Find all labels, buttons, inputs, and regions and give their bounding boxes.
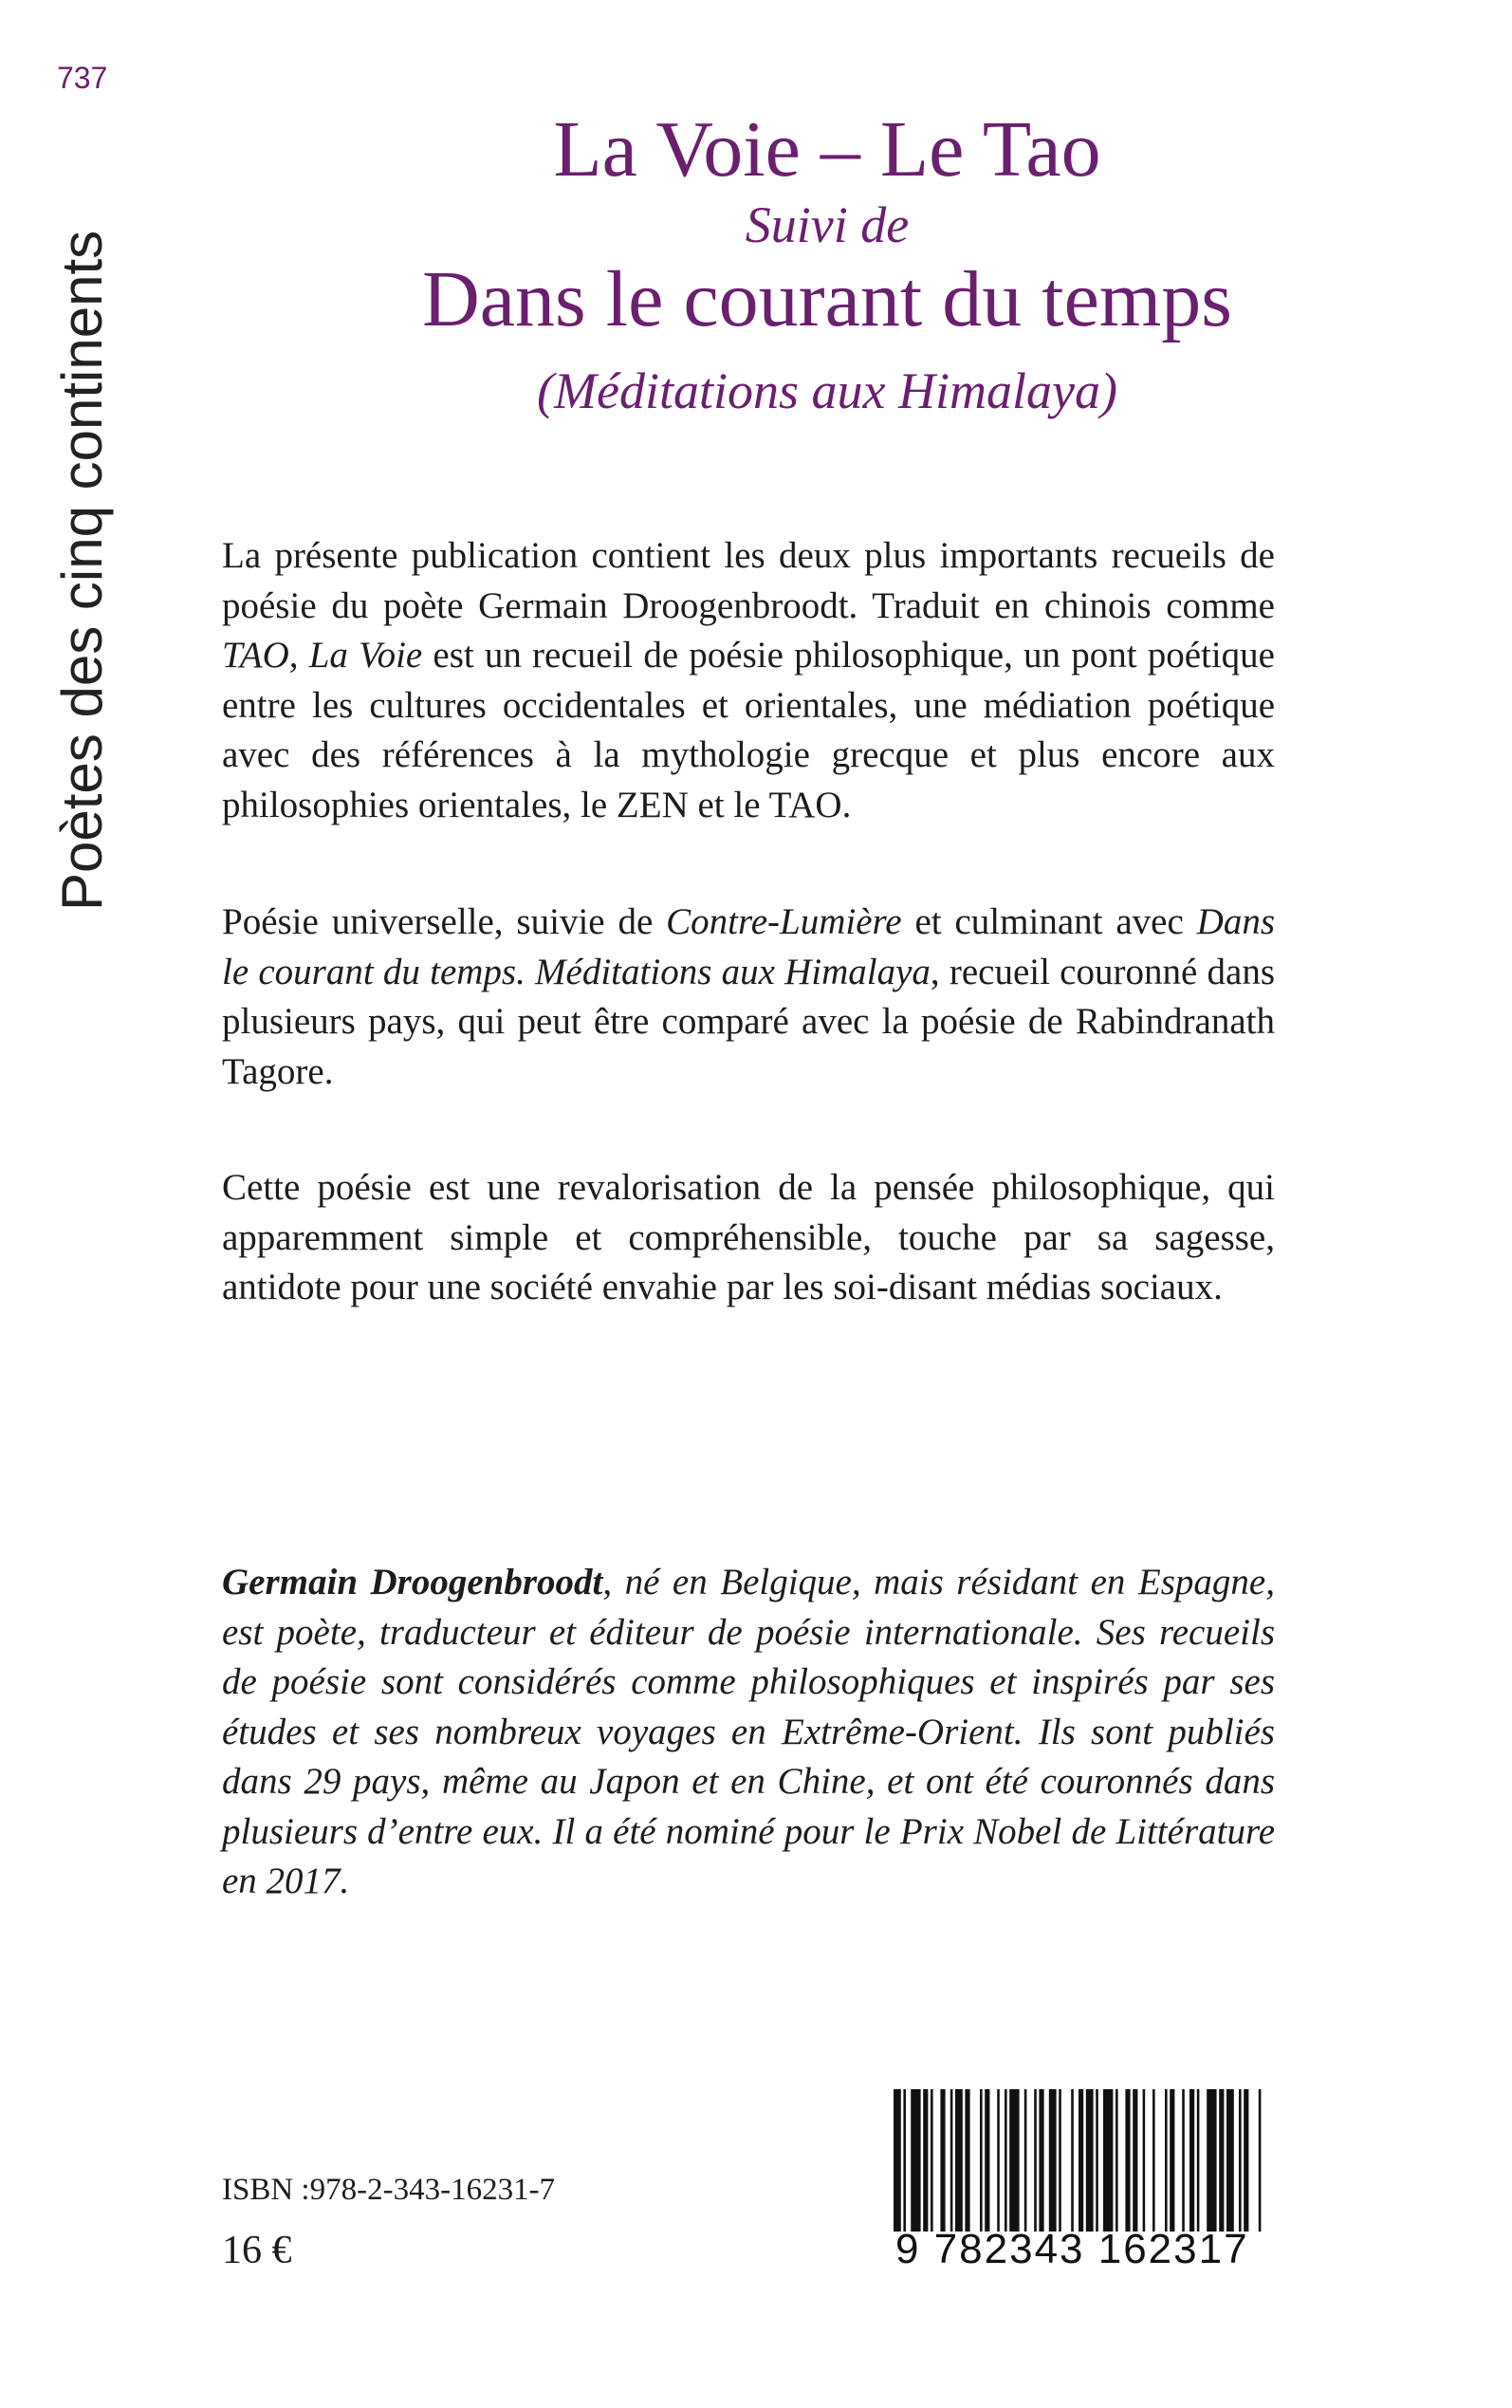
book-title: La Voie – Le Tao <box>553 105 1101 194</box>
barcode-bar <box>1071 2089 1074 2232</box>
barcode-bar <box>1207 2089 1216 2232</box>
barcode-bars <box>886 2089 1284 2232</box>
barcode-digits: 9 782343 162317 <box>895 2226 1249 2272</box>
barcode-bar <box>1103 2089 1113 2232</box>
barcode-bar <box>965 2089 969 2232</box>
barcode-bar <box>1116 2089 1118 2232</box>
barcode-bar <box>1039 2089 1043 2232</box>
barcode-bar <box>1152 2089 1155 2232</box>
barcode-bar <box>1182 2089 1185 2232</box>
barcode-bar <box>1244 2089 1248 2232</box>
book-second-title: Dans le courant du temps <box>422 255 1232 343</box>
barcode-bar <box>1170 2089 1174 2232</box>
description-paragraph-3: Cette poésie est une revalorisation de la pensée philosophique, qui apparemment simple et compréhensible, touche par sa sagesse, antidote pour une société envahie par les soi-disant médias sociaux. <box>222 1167 1275 1307</box>
barcode-bar <box>903 2089 906 2232</box>
barcode-bar <box>1259 2089 1262 2232</box>
barcode-bar <box>911 2089 920 2232</box>
description-paragraph-1 <box>222 531 1275 830</box>
barcode-bar <box>950 2089 953 2232</box>
barcode-bar <box>1086 2089 1094 2232</box>
barcode-bar <box>1143 2089 1146 2232</box>
barcode-bar <box>997 2089 1000 2232</box>
barcode-bar <box>1125 2089 1130 2232</box>
p2-text-b: et culminant avec <box>901 901 1197 942</box>
barcode-bar <box>1059 2089 1061 2232</box>
barcode-bar <box>894 2089 901 2232</box>
p1-text-b: est un recueil de poésie philosophique, un pont poétique entre les cultures occidentales et orientales, une médiation poétique avec des références à la mythologie grecque et plus encore aux philosophies orientales, le ZEN et le TAO. <box>222 635 1275 825</box>
p1-text-a: La présente publication contient les deux plus importants recueils de poésie du poète Germain Droogenbroodt. Traduit en chinois comme <box>222 535 1275 626</box>
book-subtitle: (Méditations aux Himalaya) <box>537 362 1117 419</box>
author-bio <box>222 1558 1275 1907</box>
barcode-bar <box>1239 2089 1242 2232</box>
barcode-bar <box>1133 2089 1137 2232</box>
title-block <box>218 104 1436 425</box>
barcode-bar <box>1009 2089 1019 2232</box>
barcode-bar <box>1049 2089 1057 2232</box>
barcode-bar <box>955 2089 963 2232</box>
series-number: 737 <box>57 61 108 95</box>
barcode-bar <box>1024 2089 1027 2232</box>
barcode-bar <box>1079 2089 1083 2232</box>
barcode-bar <box>1096 2089 1098 2232</box>
p2-text-a: Poésie universelle, suivie de <box>222 901 667 942</box>
barcode-bar <box>940 2089 945 2232</box>
barcode-bar <box>1197 2089 1200 2232</box>
p2-italic-2: Dans le courant du temps. Méditations aux Himalaya <box>222 901 1275 992</box>
title-connector: Suivi de <box>745 196 910 253</box>
series-title-container <box>49 152 116 911</box>
author-name: Germain Droogenbroodt <box>222 1562 603 1602</box>
barcode-bar <box>1226 2089 1234 2232</box>
price: 16 € <box>222 2229 292 2272</box>
barcode-bar <box>1165 2089 1168 2232</box>
description-paragraph-2 <box>222 898 1275 1097</box>
barcode-bar <box>980 2089 983 2232</box>
barcode-bar <box>1005 2089 1007 2232</box>
p2-italic-1: Contre-Lumière <box>666 901 902 942</box>
p1-italic: TAO, La Voie <box>222 635 423 676</box>
barcode-bar <box>1034 2089 1037 2232</box>
author-bio-text: , né en Belgique, mais résidant en Espagne, est poète, traducteur et éditeur de poésie internationale. Ses recueils de poésie sont considérés comme philosophiques et inspirés par ses études et ses nombreux voyages en Extrême-Orient. Ils sont publiés dans 29 pays, même au Japon et en Chine, et ont été couronnés dans plusieurs d’entre eux. Il a été nominé pour le Prix Nobel de Littérature en 2017. <box>222 1562 1275 1901</box>
series-title: Poètes des cinq continents <box>50 230 114 911</box>
barcode-bar <box>923 2089 928 2232</box>
p2-text-c: , recueil couronné dans plusieurs pays, qui peut être comparé avec la poésie de Rabindranath Tagore. <box>222 951 1275 1092</box>
isbn: ISBN :978-2-343-16231-7 <box>222 2173 556 2207</box>
barcode-bar <box>1189 2089 1194 2232</box>
barcode-bar <box>1219 2089 1224 2232</box>
barcode-bar <box>985 2089 989 2232</box>
barcode-bar <box>931 2089 933 2232</box>
